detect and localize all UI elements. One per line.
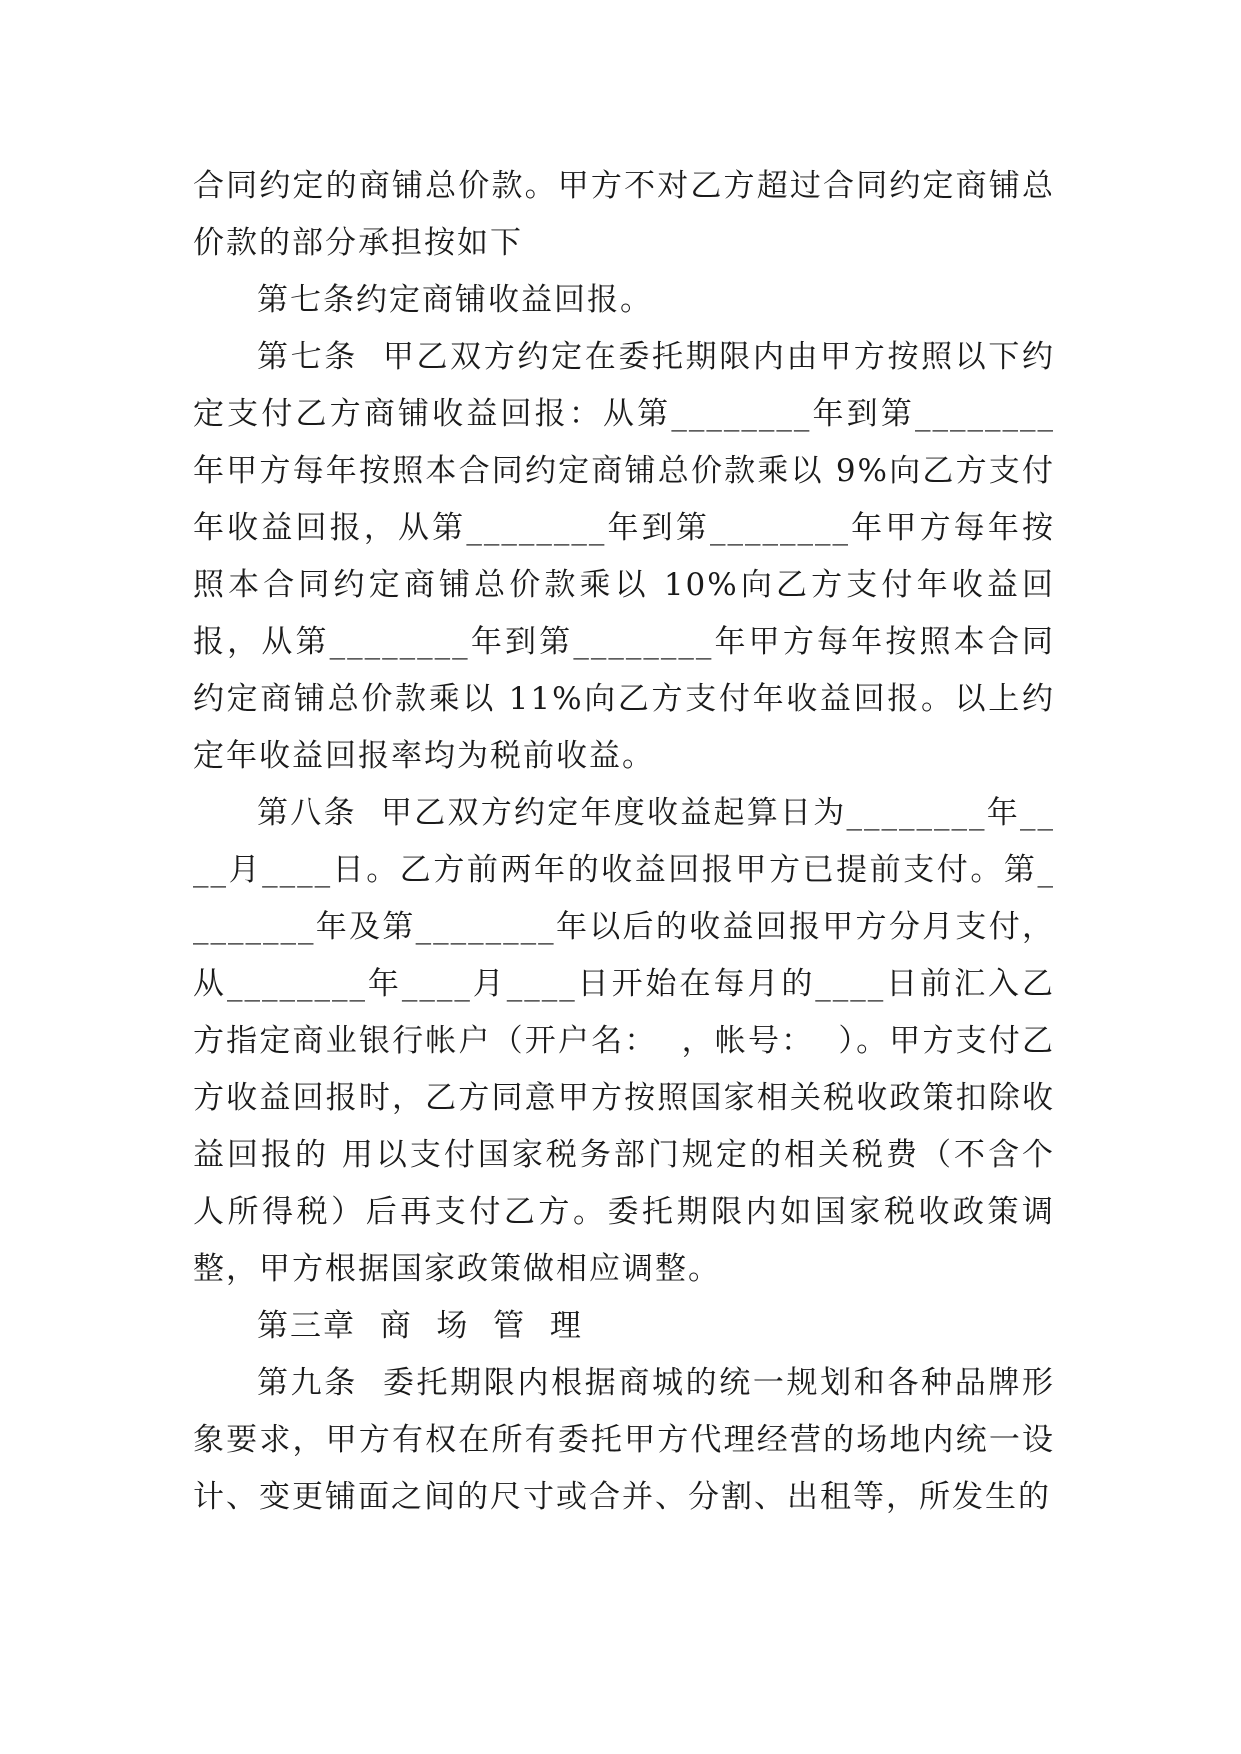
paragraph-1: 合同约定的商铺总价款。甲方不对乙方超过合同约定商铺总价款的部分承担按如下 — [193, 168, 1055, 261]
paragraph-2: 第七条约定商铺收益回报。 — [257, 282, 653, 318]
paragraph-5: 第三章 商 场 管 理 — [257, 1308, 583, 1344]
paragraph-3: 第七条 甲乙双方约定在委托期限内由甲方按照以下约定支付乙方商铺收益回报：从第________年到第________年甲方每年按照本合同约定商铺总价款乘以 9%向乙方支付年收益回报，从第________年到第________年甲方每年按照本合同约定商铺总价款乘以 10%向乙方支付年收益回报，从第________年到第________年甲方每年按照本合同约定商铺总价款乘以 11%向乙方支付年收益回报。以上约定年收益回报率均为税前收益。 — [193, 339, 1055, 774]
document-page — [193, 158, 1055, 1526]
paragraph-6: 第九条 委托期限内根据商城的统一规划和各种品牌形象要求，甲方有权在所有委托甲方代理经营的场地内统一设计、变更铺面之间的尺寸或合并、分割、出租等，所发生的 — [193, 1365, 1055, 1515]
paragraph-4: 第八条 甲乙双方约定年度收益起算日为________年____月____日。乙方前两年的收益回报甲方已提前支付。第________年及第________年以后的收益回报甲方分月支付，从________年____月____日开始在每月的____日前汇入乙方指定商业银行帐户（开户名： ，帐号： ）。甲方支付乙方收益回报时，乙方同意甲方按照国家相关税收政策扣除收益回报的 用以支付国家税务部门规定的相关税费（不含个人所得税）后再支付乙方。委托期限内如国家税收政策调整，甲方根据国家政策做相应调整。 — [193, 795, 1055, 1287]
